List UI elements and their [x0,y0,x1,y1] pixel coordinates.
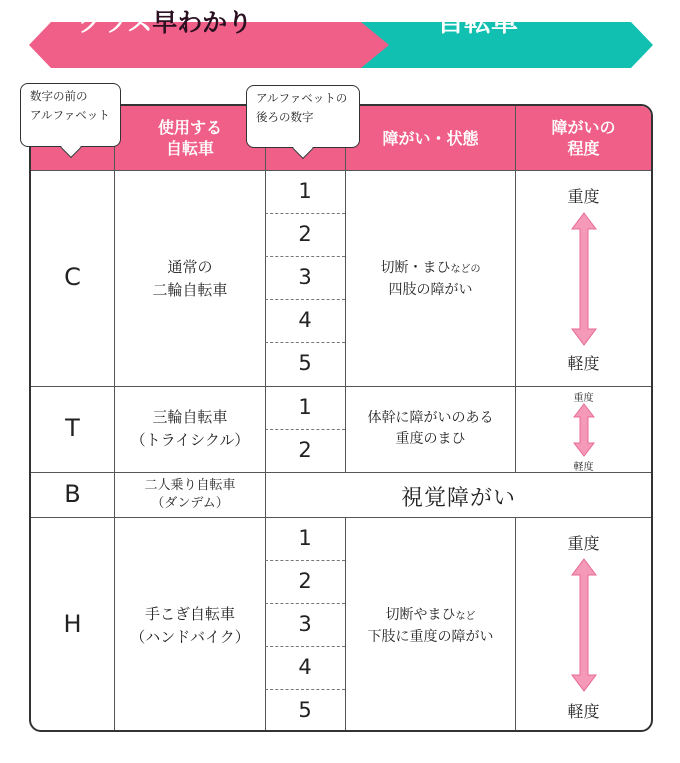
class-number: 3 [298,265,312,289]
degree-severe-c: 重度 [567,187,600,206]
banner-left-title-part2: 早わかり [152,8,253,37]
header-degree [516,117,651,159]
class-number: 1 [298,526,312,550]
class-number: 4 [298,308,312,332]
dashed-divider [265,603,345,604]
bike-type-h [115,603,265,649]
suffix-callout-line1: アルファベットの [256,91,348,105]
condition-t-line2: 重度のまひ [395,431,466,447]
header-bike-line1: 使用する [157,118,222,137]
condition-t-line1: 体幹に障がいのある [367,410,494,426]
dashed-divider [265,299,345,300]
bike-type-t-line2: （トライシクル） [130,431,250,449]
header-degree-line2: 程度 [567,139,600,158]
bike-type-t-line1: 三輪自転車 [152,408,228,426]
condition-c-line1: 切断・まひ [380,260,451,276]
dashed-divider [265,256,345,257]
bike-type-b-line2: （ダンデム） [151,496,229,511]
condition-h [346,605,515,648]
condition-b: 視覚障がい [400,486,516,511]
bike-type-b-line1: 二人乗り自転車 [144,478,236,493]
col-divider [515,106,516,472]
degree-severe-t: 重度 [573,393,594,404]
degree-severe-h: 重度 [567,534,600,553]
class-number: 3 [298,612,312,636]
suffix-number-callout [246,85,360,148]
double-arrow-icon [571,212,597,346]
dashed-divider [265,560,345,561]
class-letter-b: B [64,480,81,508]
class-letter-t: T [65,414,80,442]
double-arrow-icon [573,403,595,457]
condition-h-line1-small: など [455,611,476,622]
class-number: 2 [298,569,312,593]
row-divider [31,386,651,387]
class-number: 1 [298,179,312,203]
dashed-divider [265,342,345,343]
bike-type-h-line1: 手こぎ自転車 [144,605,235,623]
header-condition: 障がい・状態 [382,129,479,148]
row-divider [31,170,651,171]
header-degree-line1: 障がいの [551,118,616,137]
row-divider [31,517,651,518]
banner-left-title [78,0,252,46]
header-bike [115,117,265,159]
degree-mild-c: 軽度 [567,354,600,373]
prefix-letter-callout [20,83,121,147]
header-bike-line2: 自転車 [165,139,214,158]
dashed-divider [265,689,345,690]
prefix-callout-line1: 数字の前の [30,89,88,103]
class-letter-c: C [64,263,81,291]
class-letter-h: H [63,610,82,638]
class-table [29,104,653,732]
condition-t [346,408,515,450]
degree-mild-h: 軽度 [567,702,600,721]
condition-h-line1: 切断やまひ [385,607,456,623]
condition-c-line2: 四肢の障がい [388,282,473,298]
dashed-divider [265,213,345,214]
condition-h-line2: 下肢に重度の障がい [367,629,494,645]
bike-type-c [115,256,265,302]
class-number: 2 [298,438,312,462]
class-number: 5 [298,698,312,722]
dashed-divider [265,429,345,430]
condition-c [346,258,515,301]
condition-c-line1-small: などの [450,264,481,275]
bike-type-c-line2: 二輪自転車 [152,281,228,299]
degree-mild-t: 軽度 [573,462,594,473]
class-number: 2 [298,222,312,246]
banner-left-title-part1: クラス [78,8,153,37]
bike-type-t [115,406,265,452]
prefix-callout-line2: アルファベット [30,108,110,122]
banner-right-title: 自転車 [437,7,518,38]
bike-type-c-line1: 通常の [167,258,213,276]
bike-type-b [115,477,265,513]
class-number: 4 [298,655,312,679]
dashed-divider [265,646,345,647]
class-number: 1 [298,395,312,419]
suffix-callout-line2: 後ろの数字 [256,110,314,124]
bike-type-h-line2: （ハンドバイク） [130,628,250,646]
double-arrow-icon [571,558,597,692]
class-number: 5 [298,351,312,375]
